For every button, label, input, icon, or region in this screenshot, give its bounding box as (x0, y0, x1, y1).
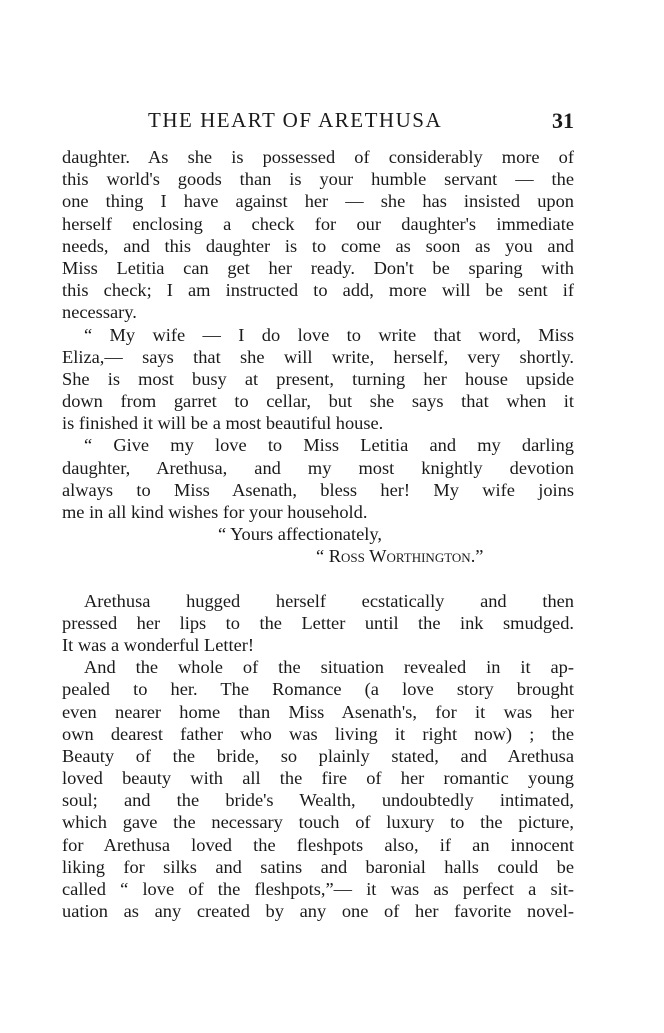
text-line: It was a wonderful Letter! (62, 634, 254, 655)
text-line: this check; I am instructed to add, more will be sent if (62, 280, 574, 301)
text-line: always to Miss Asenath, bless her! My wife joins (62, 479, 574, 500)
text-line: this world's goods than is your humble servant — the (62, 169, 574, 190)
page-number: 31 (552, 108, 574, 133)
letter-closing: “ Yours affectionately, (218, 524, 382, 545)
text-line: called “ love of the fleshpots,”— it was as perfect a sit- (62, 879, 574, 899)
section-gap (62, 568, 574, 590)
text-line: one thing I have against her — she has insisted upon (62, 191, 574, 212)
text-line: which gave the necessary touch of luxury to the picture, (62, 812, 574, 833)
text-line: Miss Letitia can get her ready. Don't be sparing with (62, 257, 574, 278)
text-line: She is most busy at present, turning her house upside (62, 368, 574, 389)
text-line: necessary. (62, 302, 137, 323)
letter-signature: “ Ross Worthington.” (316, 546, 484, 567)
text-line: needs, and this daughter is to come as soon as you and (62, 235, 574, 256)
text-line: even nearer home than Miss Asenath's, for it was her (62, 701, 574, 722)
text-line: uation as any created by any one of her favorite novel- (62, 901, 574, 922)
text-line: loved beauty with all the fire of her romantic young (62, 768, 574, 789)
text-line: down from garret to cellar, but she says that when it (62, 391, 574, 412)
text-line: herself enclosing a check for our daughter's immediate (62, 213, 574, 234)
text-line: me in all kind wishes for your household. (62, 502, 368, 522)
text-line: pealed to her. The Romance (a love story brought (62, 679, 574, 700)
running-head (62, 108, 574, 138)
text-line: Eliza,— says that she will write, herself, very shortly. (62, 346, 574, 367)
text-line: is finished it will be a most beautiful house. (62, 413, 384, 434)
text-line: Arethusa hugged herself ecstatically and then (84, 590, 574, 611)
text-line: liking for silks and satins and baronial halls could be (62, 856, 574, 877)
text-line: daughter, Arethusa, and my most knightly devotion (62, 457, 574, 478)
text-line: daughter. As she is possessed of considerably more of (62, 147, 574, 167)
text-line: “ My wife — I do love to write that word, Miss (84, 324, 574, 345)
text-line: soul; and the bride's Wealth, undoubtedly intimated, (62, 790, 574, 811)
running-title: THE HEART OF ARETHUSA (148, 108, 443, 132)
text-line: pressed her lips to the Letter until the ink smudged. (62, 612, 574, 633)
text-line: for Arethusa loved the fleshpots also, if an innocent (62, 834, 574, 855)
text-line: And the whole of the situation revealed in it ap- (84, 657, 574, 678)
text-line: Beauty of the bride, so plainly stated, and Arethusa (62, 745, 574, 766)
body-text (62, 146, 574, 922)
text-line: “ Give my love to Miss Letitia and my darling (84, 435, 574, 456)
text-line: own dearest father who was living it right now) ; the (62, 723, 574, 744)
